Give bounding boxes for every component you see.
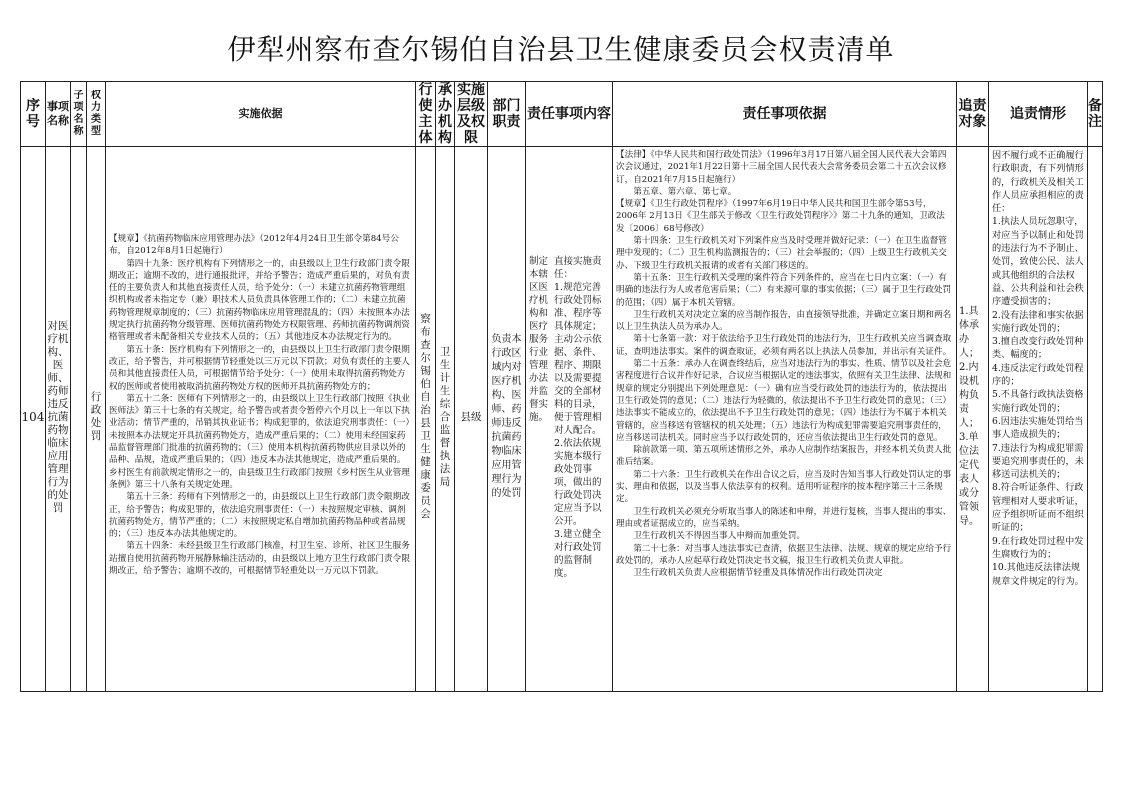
situation-item: 4.违反法定行政处罚程序的； — [992, 362, 1084, 388]
basis-para: 第五十四条：未经县级卫生行政部门核准，村卫生室、诊所、社区卫生服务站擅自使用抗菌药物开展静脉输注活动的，由县级以上地方卫生行政部门责令限期改正，给予警告；逾期不改的，可根据情节轻重处以一万元以下罚款。 — [109, 541, 410, 577]
cell-target: 1.具体承办人；2.内设机构负责人；3.单位法定代表人或分管领导。 — [957, 147, 989, 692]
resp-basis-para: 【规章】《卫生行政处罚程序》（1997年6月19日中华人民共和国卫生部令第53号，2006年 2月13日《卫生部关于修改〈卫生行政处罚程序〉》第二十九条的通知，卫政法发〔2006〕68号修改） — [616, 199, 945, 234]
header-resp-basis: 责任事项依据 — [613, 82, 957, 147]
cell-seq: 104 — [21, 147, 46, 692]
situation-item: 3.擅自改变行政处罚种类、幅度的； — [992, 336, 1084, 361]
resp-basis-para: 卫生行政机关负责人应根据情节轻重及具体情况作出行政处罚决定 — [633, 568, 883, 579]
situation-item: 10.其他违反法律法规规章文件规定的行为。 — [992, 562, 1084, 587]
situation-item: 2.没有法律和事实依据实施行政处罚的； — [992, 309, 1084, 334]
header-situation: 追责情形 — [989, 82, 1088, 147]
header-resp-content: 责任事项内容 — [526, 82, 613, 147]
responsibility-table — [20, 81, 1103, 692]
cell-resp-content — [526, 147, 613, 692]
table-row — [21, 147, 1103, 692]
resp-basis-para: 【法律】《中华人民共和国行政处罚法》（1996年3月17日第八届全国人民代表大会第四次会议通过，2021年1月22日第十三届全国人民代表大会常务委员会第二十五次会议修订，自2021年7月15日起施行） — [616, 150, 947, 185]
header-subject: 行使主体 — [416, 82, 436, 147]
header-target: 追责对象 — [957, 82, 989, 147]
resp-basis-para: 卫生行政机关必须充分听取当事人的陈述和申辩，并进行复核，当事人提出的事实、理由或者证据成立的，应当采纳。 — [616, 506, 952, 529]
basis-para: 第四十九条：医疗机构有下列情形之一的，由县级以上卫生行政部门责令限期改正；逾期不改的，进行通报批评，并给予警告；造成严重后果的，对负有责任的主要负责人和其他直接责任人员，给予处分：（一）未建立抗菌药物管理组织机构或者未指定专（兼）职技术人员负责具体管理工作的；（二）未建立抗菌药物管理规章制度的；（三）抗菌药物临床应用管理混乱的；（四）未按照本办法规定执行抗菌药物分级管理、医师抗菌药物处方权限管理、药师抗菌药物调剂资格管理或者未配备相关专业技术人员的；（五）其他违反本办法规定行为的。 — [109, 258, 410, 343]
header-remark: 备注 — [1088, 82, 1103, 147]
basis-para: 【规章】《抗菌药物临床应用管理办法》（2012年4月24日卫生部令第84号公布，自2012年8月1日起施行） — [109, 234, 399, 257]
cell-level: 县级 — [455, 147, 488, 692]
situation-item: 1.执法人员玩忽职守，对应当予以制止和处罚的违法行为不予制止、处罚，致使公民、法人或其他组织的合法权益、公共利益和社会秩序遭受损害的； — [992, 216, 1084, 308]
basis-para: 第五十条：医疗机构有下列情形之一的，由县级以上卫生行政部门责令限期改正，给予警告，并可根据情节轻重处以三万元以下罚款；对负有责任的主要人员和其他直接责任人员，可根据情节给予处分：（一）使用未取得抗菌药物处方权的医师或者使用被取消抗菌药物处方权的医师开具抗菌药物处方的； — [109, 344, 410, 392]
resp-basis-para: 第二十五条：承办人在调查终结后，应当对违法行为的事实、性质、情节以及社会危害程度进行合议并作好记录，合议应当根据认定的违法事实，依照有关卫生法律、法规和规章的规定分别提出下列处理意见：（一）确有应当受行政处罚的违法行为的，依法提出卫生行政处罚的意见；（二）违法行为轻微的，依法提出不予卫生行政处罚的意见；（三）违法事实不能成立的，依法提出不予卫生行政处罚的意见；（四）违法行为不属于本机关管辖的，应当移送有管辖权的机关处理；（五）违法行为构成犯罪需要追究刑事责任的，应当移送司法机关。同时应当予以行政处罚的，还应当依法提出卫生行政处罚的意见。 — [616, 359, 952, 443]
resp-basis-para: 除前款第一项、第五项所述情形之外，承办人应制作结案报告，并经本机关负责人批准后结案。 — [616, 445, 952, 468]
header-item-name: 事项名称 — [46, 82, 71, 147]
cell-duty: 负责本行政区域内对医疗机构、医师、药师违反抗菌药物临床应用管理行为的处罚 — [488, 147, 526, 692]
resp-content-item: 2.依法依规实施本级行政处罚事项，做出的行政处罚决定应当予以公开。 — [554, 437, 602, 527]
cell-subject: 察布查尔锡伯自治县卫生健康委员会 — [416, 147, 436, 692]
header-subitem-name: 子项名称 — [71, 82, 87, 147]
situation-item: 7.违法行为构成犯罪需要追究刑事责任的，未移送司法机关的； — [992, 442, 1084, 481]
header-seq: 序号 — [21, 82, 46, 147]
cell-remark — [1088, 147, 1103, 692]
situation-item: 因不履行或不正确履行行政职责，有下列情形的，行政机关及相关工作人员应承担相应的责任： — [992, 150, 1084, 215]
situation-item: 5.不具备行政执法资格实施行政处罚的； — [992, 389, 1084, 414]
cell-resp-basis — [613, 147, 957, 692]
resp-basis-para: 第二十七条：对当事人违法事实已查清，依据卫生法律、法规、规章的规定应给予行政处罚的，承办人应起草行政处罚决定书文稿，报卫生行政机关负责人审批。 — [616, 543, 952, 566]
page-title: 伊犁州察布查尔锡伯自治县卫生健康委员会权责清单 — [227, 33, 895, 66]
header-level: 实施层级及权限 — [455, 82, 488, 147]
header-power-type: 权力类型 — [87, 82, 106, 147]
resp-basis-para: 卫生行政机关对决定立案的应当制作报告，由直接领导批准，并确定立案日期和两名以上卫生执法人员为承办人。 — [616, 309, 952, 333]
header-basis: 实施依据 — [106, 82, 416, 147]
resp-basis-para: 第十七条第一款：对于依法给予卫生行政处罚的违法行为，卫生行政机关应当调查取证，查明违法事实。案件的调查取证，必须有两名以上执法人员参加，并出示有关证件。 — [616, 334, 952, 357]
cell-org: 卫生计生综合监督执法局 — [436, 147, 455, 692]
resp-content-item: 3.建立健全对行政处罚的监督制度。 — [554, 528, 602, 579]
basis-para: 第五十三条：药师有下列情形之一的，由县级以上卫生行政部门责令限期改正，给予警告；构成犯罪的，依法追究刑事责任：（一）未按照规定审核、调剂抗菌药物处方，情节严重的；（二）未按照规定私自增加抗菌药物品种或者品规的；（三）违反本办法其他规定的。 — [109, 492, 410, 540]
resp-content-item: 直接实施责任： — [554, 255, 602, 280]
cell-subitem-name — [71, 147, 87, 692]
cell-power-type: 行政处罚 — [87, 147, 106, 692]
header-row — [21, 82, 1103, 147]
resp-basis-para: 第十四条：卫生行政机关对下列案件应当及时受理并做好记录：（一）在卫生监督管理中发现的；（二）卫生机构监测报告的；（三）社会举报的；（四）上级卫生行政机关交办、下级卫生行政机关报请的或者有关部门移送的。 — [616, 236, 947, 271]
basis-para: 第五十二条：医师有下列情形之一的，由县级以上卫生行政部门按照《执业医师法》第三十七条的有关规定，给予警告或者责令暂停六个月以上一年以下执业活动；情节严重的，吊销其执业证书；构成犯罪的，依法追究刑事责任：（一）未按照本办法规定开具抗菌药物处方，造成严重后果的；（二）使用未经国家药品监督管理部门批准的抗菌药物的；（三）使用本机构抗菌药物供应目录以外的品种、品规，造成严重后果的；（四）违反本办法其他规定，造成严重后果的。乡村医生有前款规定情形之一的，由县级卫生行政部门按照《乡村医生从业管理条例》第三十八条有关规定处理。 — [109, 393, 410, 490]
situation-item: 8.符合听证条件、行政管理相对人要求听证，应予组织听证而不组织听证的； — [992, 482, 1084, 534]
resp-basis-para: 第五章、第六章、第七章。 — [633, 186, 737, 197]
situation-item: 9.在行政处罚过程中发生腐败行为的； — [992, 535, 1084, 560]
cell-situation — [989, 147, 1088, 692]
header-duty: 部门职责 — [488, 82, 526, 147]
resp-basis-para: 第十五条：卫生行政机关受理的案件符合下列条件的，应当在七日内立案：（一）有明确的违法行为人或者危害后果；（二）有来源可靠的事实依据；（三）属于卫生行政处罚的范围；（四）属于本机关管辖。 — [616, 272, 952, 308]
resp-basis-para: 卫生行政机关不得因当事人申辩而加重处罚。 — [633, 531, 806, 542]
resp-basis-para: 第二十六条：卫生行政机关在作出合议之后，应当及时告知当事人行政处罚认定的事实、理由和依据，以及当事人依法享有的权利。适用听证程序的按本程序第三十三条规定。 — [616, 469, 952, 505]
situation-item: 6.因违法实施处罚给当事人造成损失的； — [992, 415, 1084, 441]
cell-basis — [106, 147, 416, 692]
header-org: 承办机构 — [436, 82, 455, 147]
resp-content-intro: 制定本辖区医疗机构和医疗服务行业管理办法并监督实施。 — [529, 255, 549, 423]
cell-item-name: 对医疗机构、医师、药师违反抗菌药物临床应用管理行为的处罚 — [46, 147, 71, 692]
resp-content-item: 1.规范完善行政处罚标准、程序等具体规定；主动公示依据、条件、程序、期限以及需要提交的全部材料的目录，便于管理相对人配合。 — [554, 281, 602, 436]
